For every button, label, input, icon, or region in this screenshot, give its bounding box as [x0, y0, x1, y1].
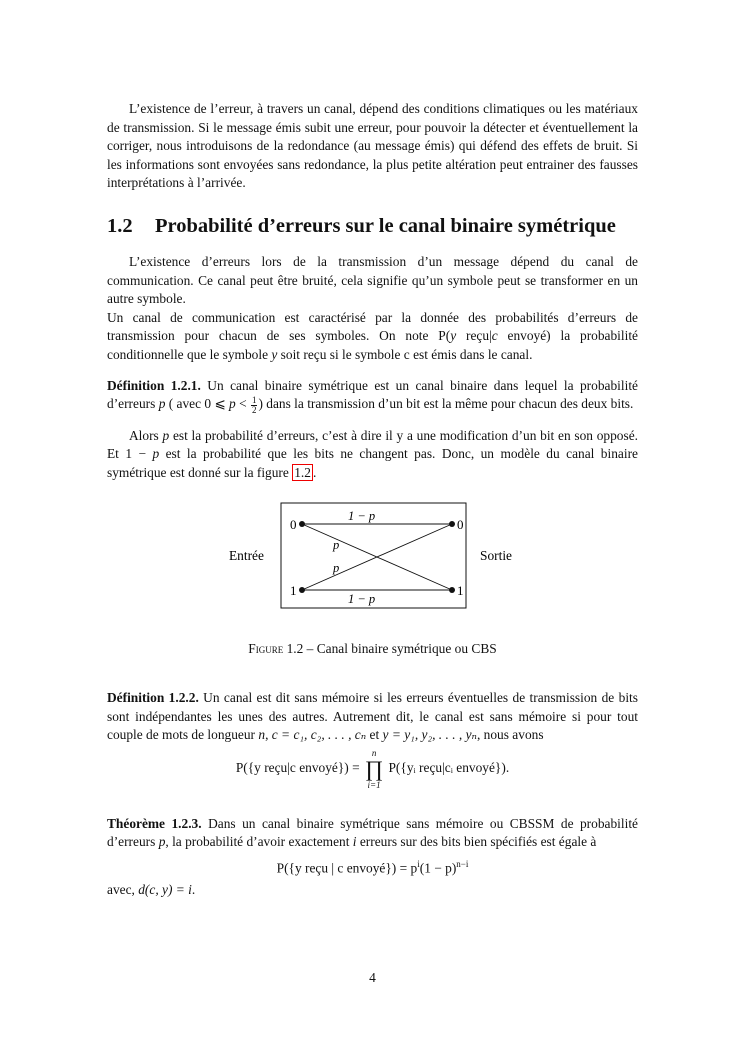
theorem-1-2-3: Théorème 1.2.3. Dans un canal binaire symétrique sans mémoire ou CBSSM de probabilité d’erreurs p, la probabilité d’avoir exactement i erreurs sur des bits bien spécifiés est égale à: [107, 815, 638, 850]
equation-memoryless: P({y reçu|c envoyé}) = n ∏ i=1 P({yᵢ reçu|cᵢ envoyé}).: [235, 747, 510, 790]
label-out0: 0: [457, 517, 464, 533]
definition-1-2-1: Définition 1.2.1. Un canal binaire symétrique est un canal binaire dans lequel la probabilité d’erreurs p ( avec 0 ⩽ p < $\frac{1}{2}$ ) dans la transmission d’un bit est la même pour chacun des deux bits.: [107, 377, 638, 415]
figure-reference-link[interactable]: 1.2: [294, 464, 311, 480]
equation-bsc-probability: P({y reçu | c envoyé}) = $p^i(1 - p)^{n-i}$: [276, 858, 469, 876]
label-in1: 1: [290, 583, 297, 599]
figure-caption: Figure 1.2 – Canal binaire symétrique ou CBS: [248, 641, 497, 657]
label-output: Sortie: [480, 548, 512, 564]
theorem-label: Théorème 1.2.3.: [107, 815, 202, 831]
bsc-diagram: [107, 502, 638, 614]
paragraph-channel-noise: L’existence d’erreurs lors de la transmission d’un message dépend du canal de communication. Ce canal peut être bruité, cela signifie qu’un symbole peut se transformer en un autre symbole.: [107, 253, 638, 307]
label-cross-top: p: [333, 538, 340, 553]
label-in0: 0: [290, 517, 297, 533]
fraction-one-half: $\frac{1}{2}$: [251, 394, 257, 415]
definition-1-2-2: Définition 1.2.2. Un canal est dit sans mémoire si les erreurs éventuelles de transmission de bits sont indépendantes les unes des autres. Autrement dit, le canal est sans mémoire si pour tout couple de mots de longueur n, c = c₁, c₂, . . . , cₙ et y = y₁, y₂, . . . , yₙ, nous avons: [107, 689, 638, 743]
paragraph-bsc-model: Alors p est la probabilité d’erreurs, c’est à dire il y a une modification d’un bit en son opposé. Et 1 − p est la probabilité que les bits ne changent pas. Donc, un modèle du canal binaire symétrique est donné sur la figure 1.2 .: [107, 427, 638, 480]
node-input-0-out: [449, 521, 455, 527]
theorem-remark: avec, d(c, y) = i.: [107, 881, 196, 897]
definition-label: Définition 1.2.2.: [107, 689, 199, 705]
page-number: 4: [369, 970, 376, 985]
label-top-edge: 1 − p: [348, 509, 376, 524]
page-body: [107, 100, 638, 900]
label-input: Entrée: [229, 548, 264, 564]
section-title: Probabilité d’erreurs sur le canal binaire symétrique: [155, 214, 616, 237]
section-heading: [107, 213, 638, 239]
paragraph-channel-definition: Un canal de communication est caractérisé par la donnée des probabilités d’erreurs de transmission pour chacun de ses symboles. On note P(y reçu|c envoyé) la probabilité conditionnelle que le symbole y soit reçu si le symbole c est émis dans le canal.: [107, 309, 639, 362]
node-input-1: [299, 587, 305, 593]
node-input-0: [299, 521, 305, 527]
label-bottom-edge: 1 − p: [348, 592, 376, 607]
product-operator: n ∏ i=1: [365, 747, 384, 790]
section-number: 1.2: [107, 214, 133, 237]
figure-bsc: [107, 502, 638, 614]
paragraph-error-intro: L’existence de l’erreur, à travers un canal, dépend des conditions climatiques ou les matériaux de transmission. Si le message émis subit une erreur, pour pouvoir la détecter et éventuellement la corriger, nous introduisons de la redondance (au message émis) qui défend des effets de bruit. Si les informations sont envoyées sans redondance, la plus petite altération peut entrainer des fausses interprétations à l’arrivée.: [107, 101, 638, 191]
definition-label: Définition 1.2.1.: [107, 377, 201, 393]
node-output-1: [449, 587, 455, 593]
label-cross-bottom: p: [333, 561, 340, 576]
label-out1: 1: [457, 583, 464, 599]
